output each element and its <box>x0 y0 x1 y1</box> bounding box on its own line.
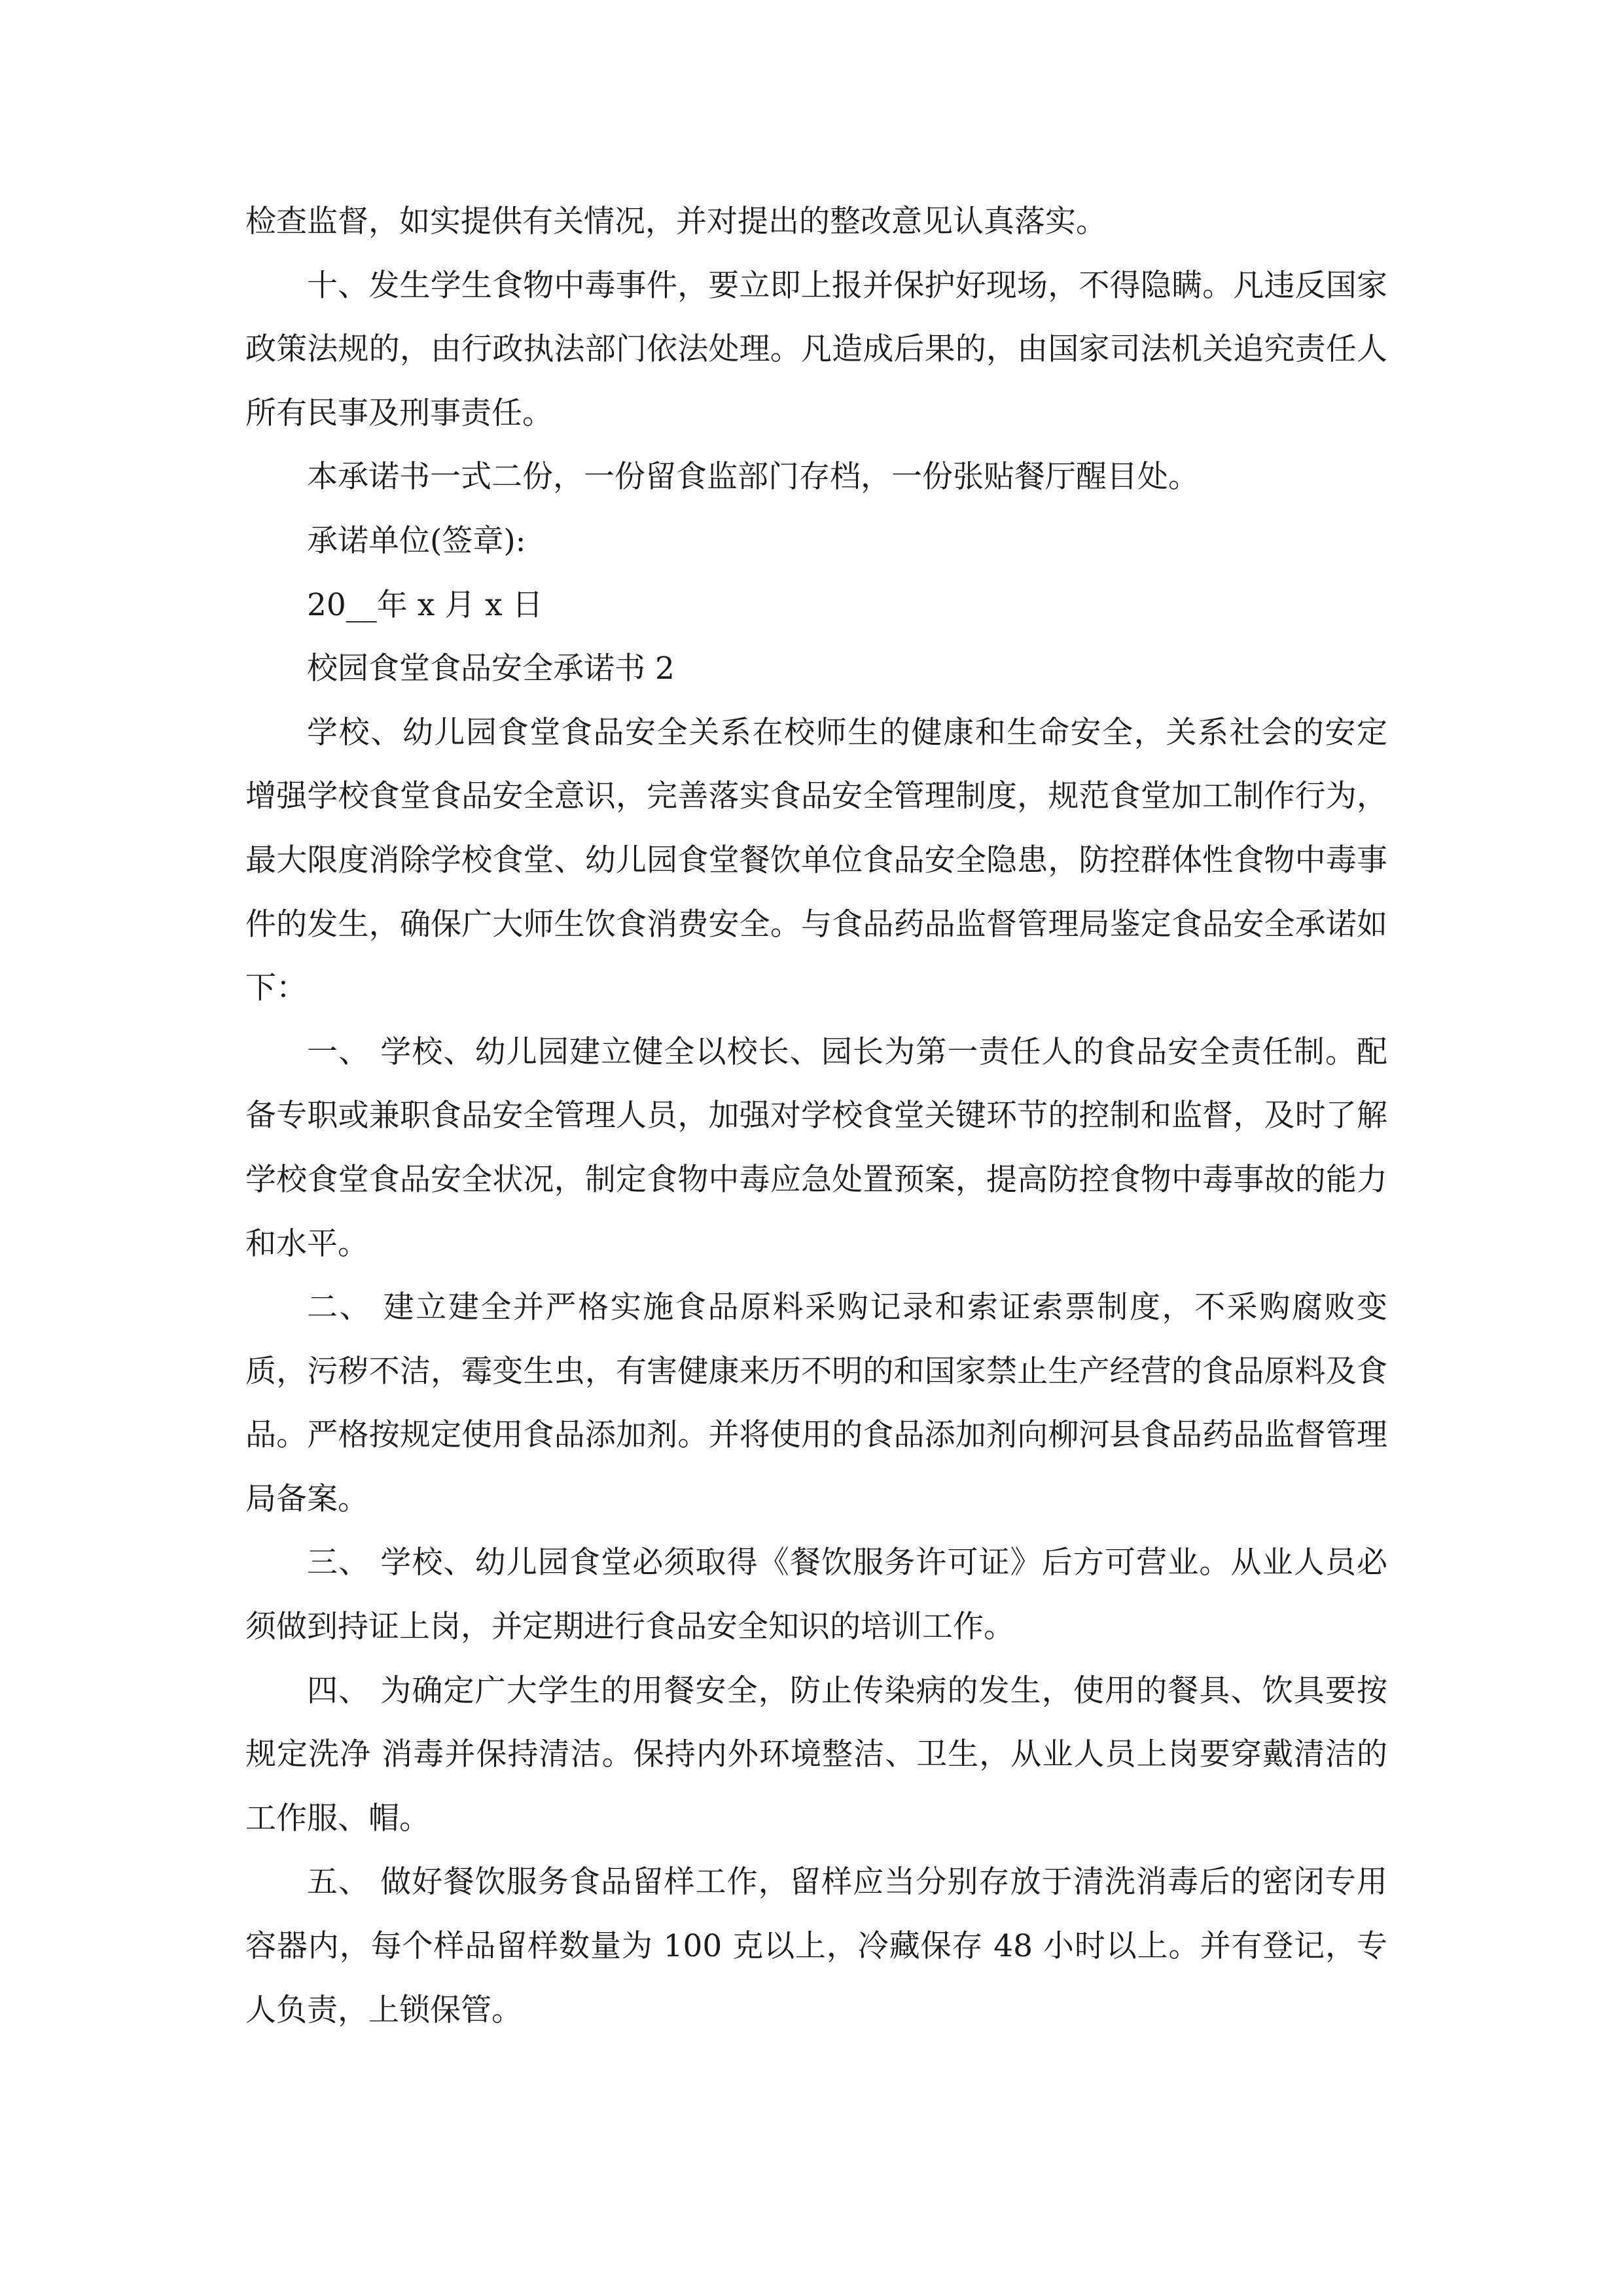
paragraph-item-4: 四、 为确定广大学生的用餐安全，防止传染病的发生，使用的餐具、饮具要按规定洗净 消毒并保持清洁。保持内外环境整洁、卫生，从业人员上岗要穿戴清洁的工作服、帽。 <box>245 1672 1387 1837</box>
paragraph-3: 本承诺书一式二份，一份留食监部门存档，一份张贴餐厅醒目处。 <box>307 459 1199 495</box>
signature-line: 承诺单位(签章): <box>307 522 526 559</box>
paragraph-item-3: 三、 学校、幼儿园食堂必须取得《餐饮服务许可证》后方可营业。从业人员必须做到持证上岗，并定期进行食品安全知识的培训工作。 <box>245 1545 1387 1645</box>
section-title: 校园食堂食品安全承诺书 2 <box>307 651 675 687</box>
date-line: 20__年 x 月 x 日 <box>307 586 543 623</box>
paragraph-1: 检查监督，如实提供有关情况，并对提出的整改意见认真落实。 <box>245 204 1107 240</box>
paragraph-2: 十、发生学生食物中毒事件，要立即上报并保护好现场，不得隐瞒。凡违反国家政策法规的，由行政执法部门依法处理。凡造成后果的，由国家司法机关追究责任人所有民事及刑事责任。 <box>245 267 1387 431</box>
paragraph-intro: 学校、幼儿园食堂食品安全关系在校师生的健康和生命安全，关系社会的安定 增强学校食堂食品安全意识，完善落实食品安全管理制度，规范食堂加工制作行为，最大限度消除学校食堂、幼儿园食堂餐饮单位食品安全隐患，防控群体性食物中毒事件的发生，确保广大师生饮食消费安全。与食品药品监督管理局鉴定食品安全承诺如下： <box>245 714 1387 1007</box>
paragraph-item-2: 二、 建立建全并严格实施食品原料采购记录和索证索票制度，不采购腐败变质，污秽不洁，霉变生虫，有害健康来历不明的和国家禁止生产经营的食品原料及食品。严格按规定使用食品添加剂。并将使用的食品添加剂向柳河县食品药品监督管理局备案。 <box>245 1289 1387 1517</box>
paragraph-item-5: 五、 做好餐饮服务食品留样工作，留样应当分别存放于清洗消毒后的密闭专用容器内，每个样品留样数量为 100 克以上，冷藏保存 48 小时以上。并有登记，专人负责，上锁保管。 <box>245 1864 1387 2028</box>
document-body <box>245 190 1387 2042</box>
paragraph-item-1: 一、 学校、幼儿园建立健全以校长、园长为第一责任人的食品安全责任制。配备专职或兼职食品安全管理人员，加强对学校食堂关键环节的控制和监督，及时了解学校食堂食品安全状况，制定食物中毒应急处置预案，提高防控食物中毒事故的能力和水平。 <box>245 1033 1387 1262</box>
